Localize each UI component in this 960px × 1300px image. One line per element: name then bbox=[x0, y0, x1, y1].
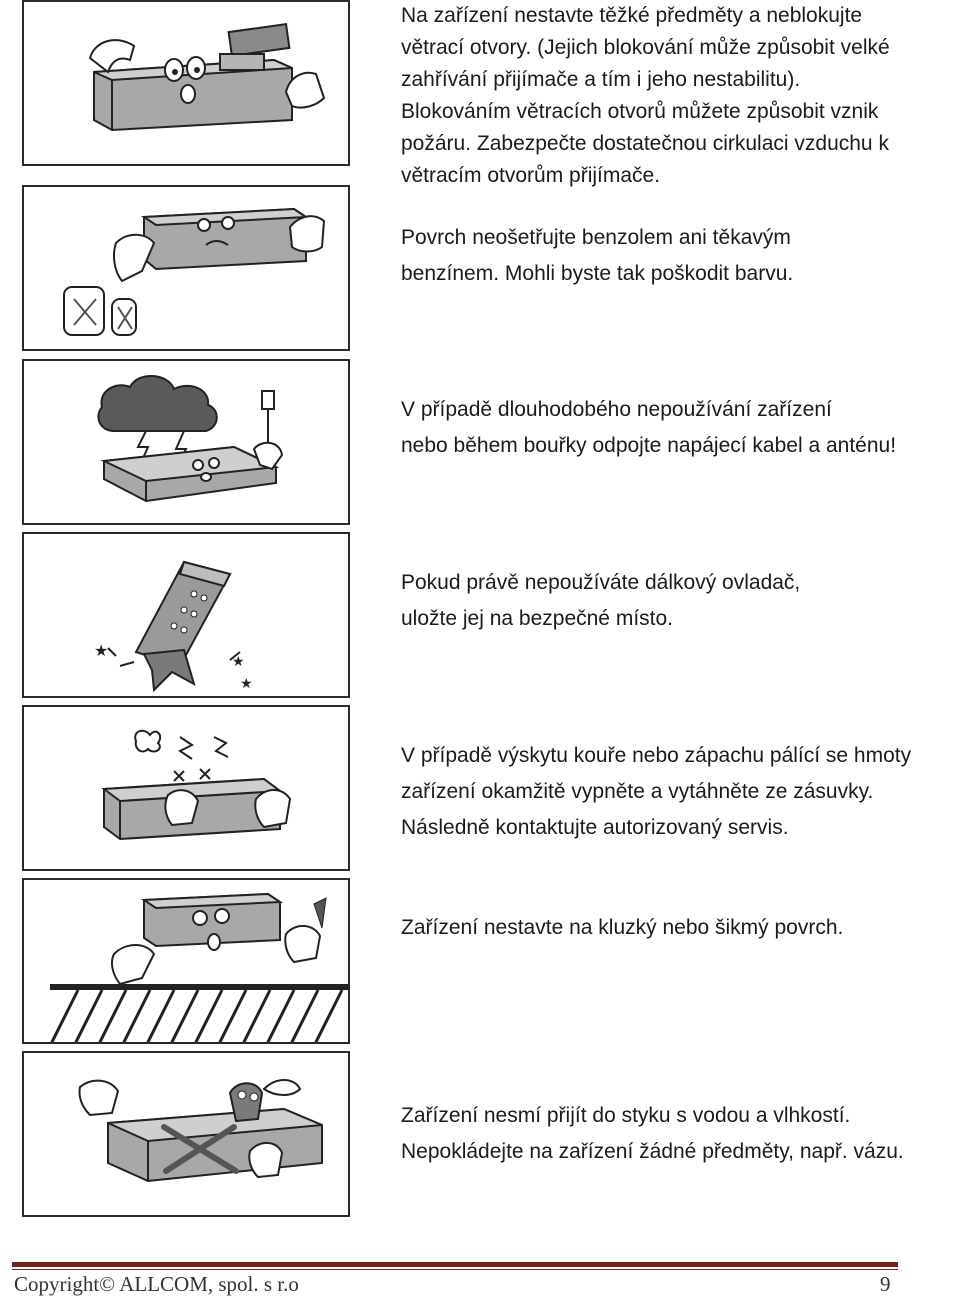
footer-rule bbox=[12, 1262, 898, 1267]
text-line: V případě dlouhodobého nepoužívání zařízení bbox=[401, 398, 832, 421]
text-line: zařízení okamžitě vypněte a vytáhněte ze zásuvky. bbox=[401, 780, 874, 803]
slippery-surface-illustration bbox=[24, 880, 350, 1044]
vase-water-illustration bbox=[24, 1053, 350, 1217]
text-line: Nepokládejte na zařízení žádné předměty, např. vázu. bbox=[401, 1140, 904, 1163]
receiver-heavy-objects-illustration bbox=[24, 2, 350, 166]
text-line: požáru. Zabezpečte dostatečnou cirkulaci vzduchu k bbox=[401, 132, 889, 155]
illustration-panel-heavy-objects bbox=[22, 0, 350, 166]
svg-text:★: ★ bbox=[232, 654, 245, 670]
text-line: větracím otvorům přijímače. bbox=[401, 164, 661, 187]
section-text-heavy-objects bbox=[401, 0, 960, 192]
text-line: Pokud právě nepoužíváte dálkový ovladač, bbox=[401, 571, 801, 594]
illustration-panel-storm bbox=[22, 359, 350, 525]
page-number: 9 bbox=[880, 1272, 891, 1296]
receiver-storm-illustration bbox=[24, 361, 350, 525]
illustration-panel-slippery bbox=[22, 878, 350, 1044]
text-line: Na zařízení nestavte těžké předměty a neblokujte bbox=[401, 4, 863, 27]
text-line: Následně kontaktujte autorizovaný servis. bbox=[401, 816, 789, 839]
section-text-remote bbox=[401, 565, 960, 637]
receiver-solvents-illustration bbox=[24, 187, 350, 351]
footer-copyright: Copyright© ALLCOM, spol. s r.o bbox=[14, 1272, 299, 1296]
text-line: větrací otvory. (Jejich blokování může způsobit velké bbox=[401, 36, 890, 59]
section-text-storm bbox=[401, 392, 960, 464]
text-line: Povrch neošetřujte benzolem ani těkavým bbox=[401, 226, 791, 249]
text-line: uložte jej na bezpečné místo. bbox=[401, 607, 673, 630]
dropped-remote-illustration bbox=[24, 534, 350, 698]
svg-text:★: ★ bbox=[94, 641, 109, 660]
text-line: Blokováním větracích otvorů můžete způsobit vznik bbox=[401, 100, 879, 123]
illustration-panel-solvents bbox=[22, 185, 350, 351]
section-text-slippery bbox=[401, 910, 960, 946]
illustration-panel-water bbox=[22, 1051, 350, 1217]
text-line: Zařízení nestavte na kluzký nebo šikmý povrch. bbox=[401, 916, 844, 939]
section-text-solvents bbox=[401, 220, 960, 292]
footer-rule-thin bbox=[12, 1269, 898, 1270]
smoking-receiver-illustration bbox=[24, 707, 350, 871]
section-text-water bbox=[401, 1098, 960, 1170]
text-line: benzínem. Mohli byste tak poškodit barvu. bbox=[401, 262, 794, 285]
illustration-panel-smoke bbox=[22, 705, 350, 871]
illustration-panel-remote bbox=[22, 532, 350, 698]
text-line: V případě výskytu kouře nebo zápachu pálící se hmoty bbox=[401, 744, 912, 767]
text-line: zahřívání přijímače a tím i jeho nestabilitu). bbox=[401, 68, 801, 91]
text-line: nebo během bouřky odpojte napájecí kabel a anténu! bbox=[401, 434, 897, 457]
section-text-smoke bbox=[401, 738, 960, 846]
text-line: Zařízení nesmí přijít do styku s vodou a vlhkostí. bbox=[401, 1104, 851, 1127]
svg-text:★: ★ bbox=[240, 676, 253, 692]
